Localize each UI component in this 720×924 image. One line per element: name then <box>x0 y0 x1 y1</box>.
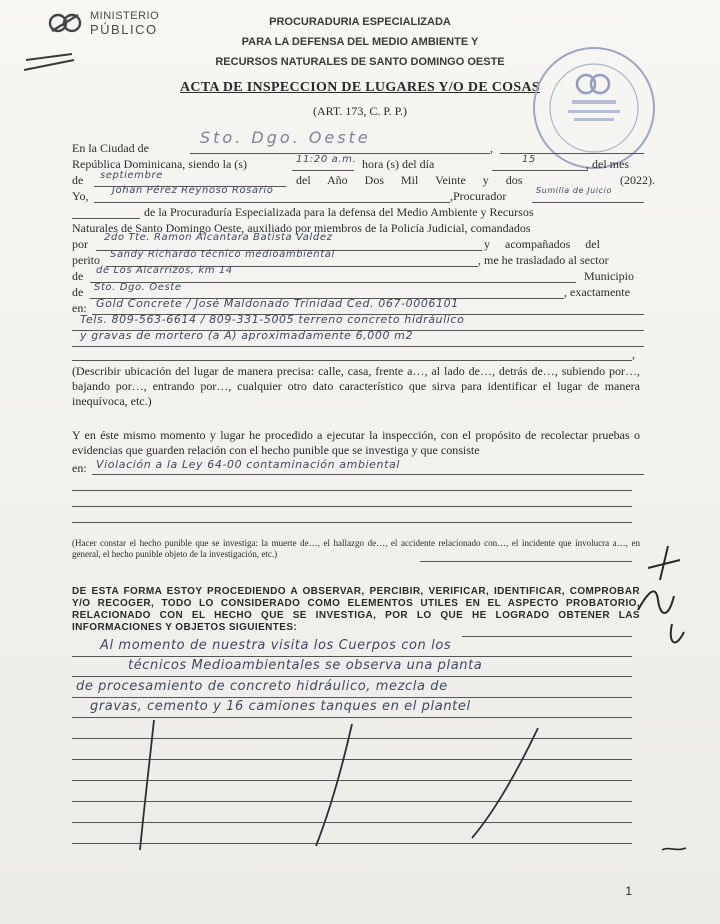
fill-line-consiste-4 <box>72 522 632 523</box>
margin-initials-signature <box>628 540 698 660</box>
fill-line-consiste-1 <box>92 474 644 475</box>
fill-line-procurador <box>532 202 644 203</box>
hw-obs-3: de procesamiento de concreto hidráulico, mezcla de <box>76 679 448 694</box>
ministerio-publico-emblem-icon <box>48 11 84 35</box>
fill-line-consiste-2 <box>72 490 632 491</box>
official-stamp-icon <box>528 42 660 174</box>
hw-obs-1: Al momento de nuestra visita los Cuerpos con los <box>100 638 452 653</box>
paragraph-inspeccion: Y en éste mismo momento y lugar he procedido a ejecutar la inspección, con el propósito de recolectar pruebas o evidencias que guarden relación con el hecho punible que se investiga y que consiste <box>72 428 640 457</box>
form-line-perito: perito <box>72 253 100 267</box>
comma-2: , <box>632 347 635 361</box>
hw-hora: 11:20 a.m. <box>296 154 357 165</box>
hw-perito: Sandy Richardo técnico medioambiental <box>110 249 335 260</box>
logo-line-1: MINISTERIO <box>90 10 160 22</box>
form-line-acompanados: y acompañados del <box>484 237 600 251</box>
hw-en-2: Tels. 809-563-6614 / 809-331-5005 terreno concreto hidráulico <box>80 313 465 326</box>
form-line-yo: Yo, <box>72 189 89 203</box>
institution-line-2: PARA LA DEFENSA DEL MEDIO AMBIENTE Y <box>241 36 479 48</box>
hw-consiste: Violación a la Ley 64-00 contaminación ambiental <box>96 458 401 471</box>
comma-1: , <box>490 141 493 155</box>
form-line-procurador: ,Procurador <box>450 189 507 203</box>
paragraph-procedimiento: DE ESTA FORMA ESTOY PROCEDIENDO A OBSERVAR, PERCIBIR, VERIFICAR, IDENTIFICAR, COMPROBAR Y/O RECOGER, TODO LO CONSIDERADO COMO ELEMENTOS UTILES EN EL ASPECTO PROBATORIO, RELACIONADO CON EL HECHO QUE SE INVESTIGA, POR LO QUE HE LOGRADO OBTENER LAS INFORMACIONES Y OBJETOS SIGUIENTES: <box>72 586 640 633</box>
strike-through-marks <box>120 718 580 858</box>
margin-tick-mark <box>660 842 688 856</box>
hw-por: 2do Tte. Ramon Alcantara Batista Valdez <box>104 232 333 243</box>
form-line-procuraduria: de la Procuraduría Especializada para la defensa del Medio Ambiente y Recursos <box>144 205 534 219</box>
form-line-trasladado: , me he trasladado al sector <box>478 253 609 267</box>
logo-wordmark <box>90 10 159 36</box>
instruction-ubicacion: (Describir ubicación del lugar de manera precisa: calle, casa, frente a…, al lado de…, detrás de…, subiendo por…, bajando por…, entrando por…, cualquier otro dato característico que sirva para identificar el lugar de manera inequívoca, etc.) <box>72 364 640 408</box>
obs-line-3 <box>72 697 632 698</box>
form-line-hora-label: hora (s) del día <box>362 157 435 171</box>
fill-line-en-4 <box>72 360 632 361</box>
form-line-de-sector: de <box>72 269 84 283</box>
hw-en-1: Gold Concrete / José Maldonado Trinidad Ced. 067-0006101 <box>96 297 459 310</box>
fill-line-instruction-2 <box>420 561 632 562</box>
obs-line-1 <box>72 656 632 657</box>
fill-line-procurador-2 <box>72 218 140 219</box>
fill-line-dia <box>492 170 588 171</box>
form-line-municipio: Municipio <box>584 269 634 283</box>
document-title: ACTA DE INSPECCION DE LUGARES Y/O DE COSAS <box>180 80 540 95</box>
hw-procurador: Sumilla de Juicio <box>536 186 612 195</box>
logo-line-2: PÚBLICO <box>90 22 158 37</box>
paragraph-inspeccion-en: en: <box>72 461 87 475</box>
form-line-anio: del Año Dos Mil Veinte y dos <box>296 173 523 187</box>
institution-heading <box>150 12 570 72</box>
page-number: 1 <box>625 884 632 898</box>
form-line-naturales: Naturales de Santo Domingo Oeste, auxiliado por miembros de la Policía Judicial, comandados <box>72 221 531 235</box>
form-line-de: de <box>72 173 84 187</box>
fill-line-hora <box>292 170 354 171</box>
hw-mes: septiembre <box>100 170 163 181</box>
form-line-anio-num: (2022). <box>620 173 655 187</box>
hw-municipio: Sto. Dgo. Oeste <box>94 282 182 293</box>
hw-obs-2: técnicos Medioambientales se observa una planta <box>128 658 483 673</box>
article-reference: (ART. 173, C. P. P.) <box>312 104 408 118</box>
hw-ciudad: Sto. Dgo. Oeste <box>200 128 371 147</box>
pen-scribble <box>22 48 82 78</box>
form-line-en: en: <box>72 301 87 315</box>
ministerio-logo <box>48 10 159 36</box>
form-line-mes-label: , del mes <box>586 157 629 171</box>
form-line-exactamente: , exactamente <box>564 285 630 299</box>
instruction-hecho-punible: (Hacer constar el hecho punible que se investiga: la muerte de…, el hallazgo de…, el accidente relacionado con…, el incidente que involucra a…, en general, el hecho punible objeto de la investigación, etc.) <box>72 538 640 559</box>
hw-obs-4: gravas, cemento y 16 camiones tanques en el plantel <box>90 699 471 714</box>
form-line-de-municipio: de <box>72 285 84 299</box>
fill-line-consiste-3 <box>72 506 632 507</box>
institution-line-3: RECURSOS NATURALES DE SANTO DOMINGO OESTE <box>215 56 505 68</box>
hw-sector: de Los Alcarrizos, km 14 <box>96 265 233 276</box>
fill-line-yo <box>94 202 450 203</box>
fill-line-en-3 <box>72 346 644 347</box>
hw-dia: 15 <box>522 154 536 165</box>
form-line-ciudad-label: En la Ciudad de <box>72 141 149 155</box>
hw-en-3: y gravas de mortero (a A) aproximadamente 6,000 m2 <box>80 329 414 342</box>
hw-yo: Johan Pérez Reynoso Rosario <box>112 185 274 196</box>
form-line-por: por <box>72 237 88 251</box>
obs-line-2 <box>72 676 632 677</box>
form-line-republica: República Dominicana, siendo la (s) <box>72 157 247 171</box>
institution-line-1: PROCURADURIA ESPECIALIZADA <box>269 16 451 28</box>
fill-line-caps <box>462 636 632 637</box>
